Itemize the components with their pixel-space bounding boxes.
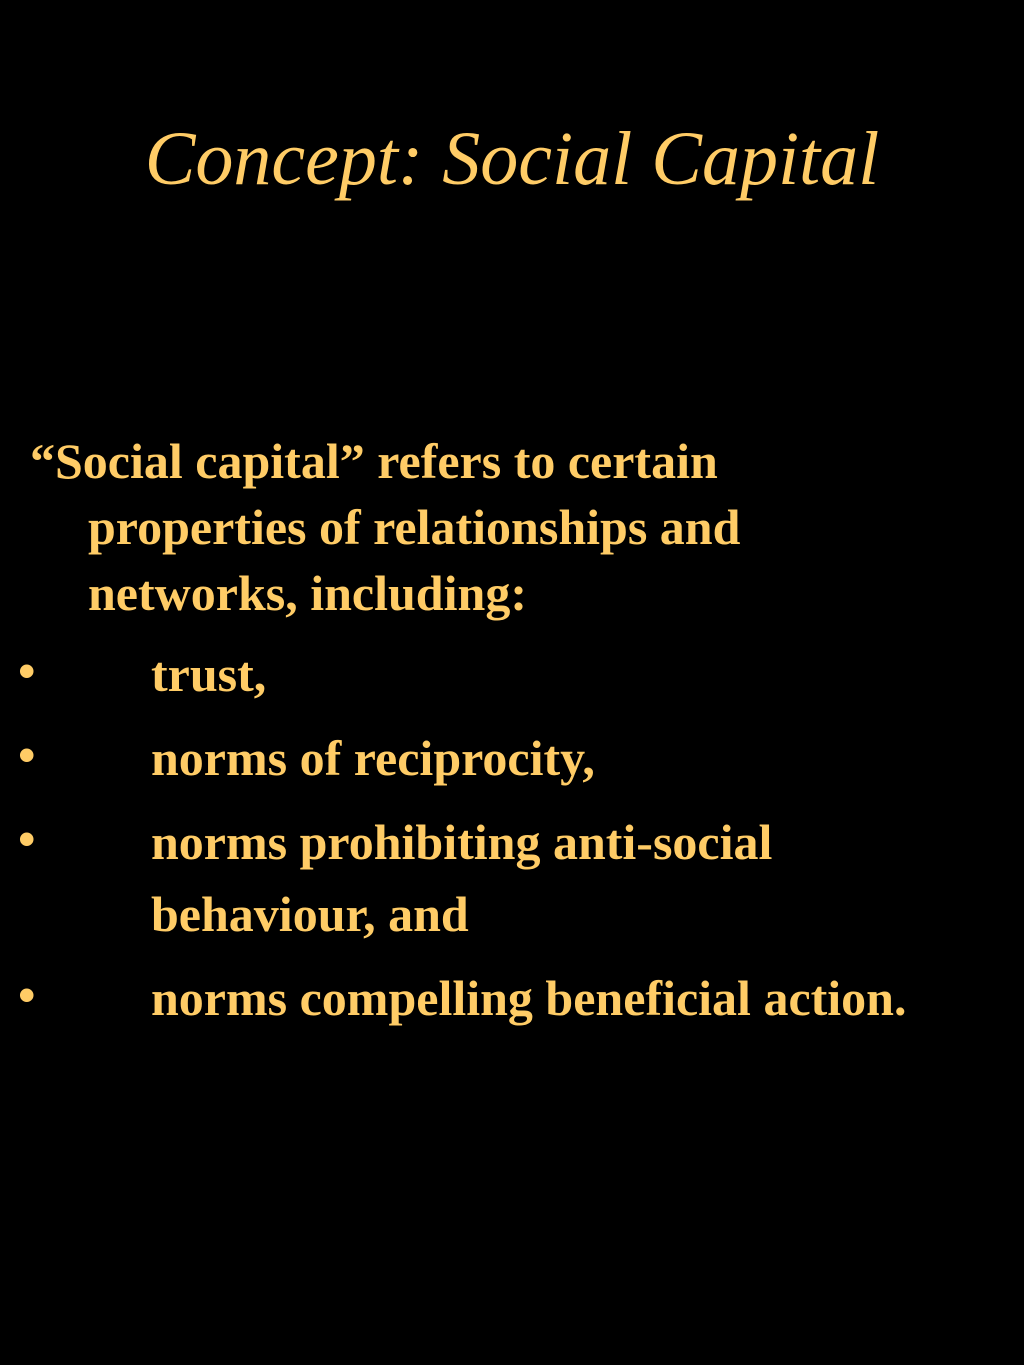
bullet-list [0, 638, 1000, 1034]
bullet-icon: • [18, 727, 36, 783]
bullet-text: norms of reciprocity, [151, 730, 595, 786]
bullet-icon: • [18, 967, 36, 1023]
bullet-text: norms compelling beneficial action. [151, 970, 907, 1026]
bullet-icon: • [18, 811, 36, 867]
bullet-item-reciprocity [0, 722, 1000, 794]
bullet-item-beneficial-action [0, 962, 1000, 1034]
bullet-text: norms prohibiting anti-social behaviour, and [151, 814, 773, 942]
bullet-item-trust [0, 638, 1000, 710]
bullet-icon: • [18, 643, 36, 699]
slide-body [0, 428, 1000, 1034]
intro-paragraph: “Social capital” refers to certain properties of relationships and networks, including: [30, 433, 741, 621]
bullet-text: trust, [151, 646, 267, 702]
bullet-item-anti-social [0, 806, 1000, 950]
slide-title: Concept: Social Capital [144, 117, 880, 201]
